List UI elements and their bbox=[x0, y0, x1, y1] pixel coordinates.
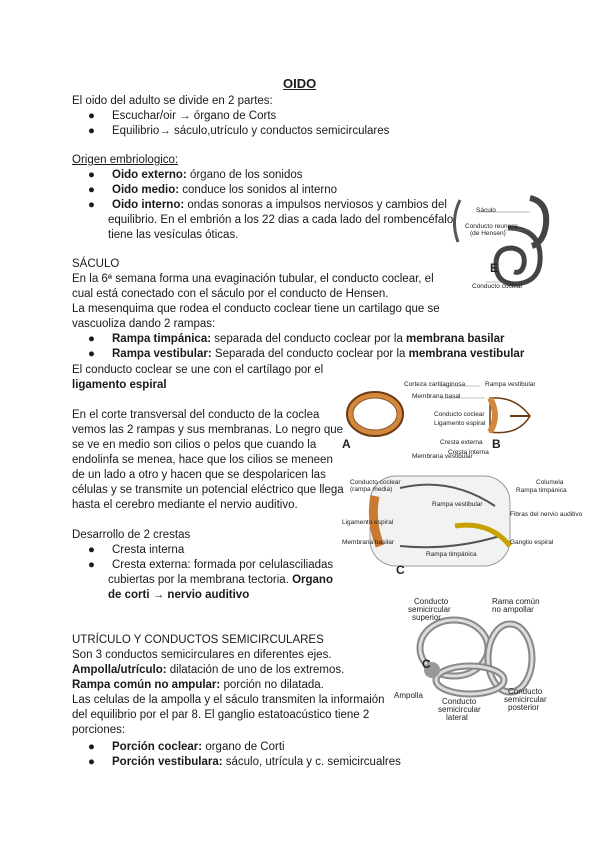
figure-label: Rampa timpánica bbox=[426, 551, 477, 558]
figure-label: semicircular bbox=[504, 695, 547, 704]
definition: sáculo, utrícula y c. semicircualres bbox=[222, 756, 401, 768]
paragraph-line: En la 6ª semana forma una evaginación tubular, el conducto coclear, el bbox=[72, 273, 434, 285]
term: membrana basilar bbox=[406, 333, 505, 345]
figure-label: Columela bbox=[536, 479, 564, 486]
paragraph-line: del equilibrio por el par 8. El ganglio estatoacústico tiene 2 bbox=[72, 709, 370, 721]
list-item: ● Porción vestibulara: sáculo, utrícula y c. semicircualres bbox=[88, 756, 401, 768]
list-item-continuation: equilibrio. En el embrión a los 22 dias a cada lado del rombencéfalo bbox=[108, 214, 454, 226]
list-item: ● Oido interno: ondas sonoras a impulsos nerviosos y cambios del bbox=[88, 199, 447, 211]
conductos-semicirculares-figure bbox=[392, 596, 552, 726]
list-item-text: Cresta interna bbox=[112, 544, 185, 556]
term: Oido medio: bbox=[112, 184, 180, 196]
figure-label: Conducto bbox=[442, 697, 477, 706]
list-item-text: Cresta externa: formada por celulasciliadas bbox=[112, 559, 334, 571]
figure-outline bbox=[454, 200, 460, 242]
figure-letter: E bbox=[490, 261, 499, 275]
definition: separada del conducto coclear por la bbox=[211, 333, 407, 345]
saculo-figure bbox=[448, 190, 558, 302]
term: Porción vestibulara: bbox=[112, 756, 223, 768]
definition: conduce los sonidos al interno bbox=[179, 184, 337, 196]
paragraph-line bbox=[72, 678, 324, 693]
figure-label: (de Hensen) bbox=[470, 230, 506, 237]
definition: órgano de los sonidos bbox=[186, 169, 303, 181]
figure-label: Rampa vestibular bbox=[432, 501, 483, 508]
figure-label: (rampa media) bbox=[350, 486, 393, 493]
list-item: ● Equilibrio→ sáculo,utrículo y conductos semicirculares bbox=[88, 125, 390, 137]
definition: Separada del conducto coclear por la bbox=[211, 348, 409, 360]
figure-label: Fibras del nervio auditivo bbox=[510, 511, 583, 518]
paragraph-line: se ve en medio son cilios o pelos que cuando la bbox=[72, 439, 317, 451]
figure-label: Membrana vestibular bbox=[412, 453, 473, 460]
paragraph-line bbox=[72, 663, 344, 678]
term: Oido interno: bbox=[112, 199, 185, 211]
term: Porción coclear: bbox=[112, 741, 203, 753]
figure-label: lateral bbox=[446, 713, 468, 722]
list-item: ● Porción coclear: organo de Corti bbox=[88, 741, 285, 753]
list-item: ● Cresta externa: formada por celulasciliadas bbox=[88, 559, 334, 571]
paragraph-line: vascuoliza dando 2 rampas: bbox=[72, 318, 216, 330]
figure-letter: A bbox=[342, 437, 351, 451]
list-item: ● Escuchar/oir → órgano de Corts bbox=[88, 110, 277, 122]
list-item-continuation: tiene las vesículas óticas. bbox=[108, 229, 239, 241]
list-item: ● Rampa timpánica: separada del conducto coclear por la membrana basilar bbox=[88, 333, 505, 345]
term: Organo bbox=[292, 574, 333, 586]
term: Oido externo: bbox=[112, 169, 187, 181]
paragraph-line: porciones: bbox=[72, 724, 126, 736]
figure-label: Conducto coclear bbox=[434, 411, 485, 418]
section-heading: Origen embriologico: bbox=[72, 154, 179, 166]
figure-letter: B bbox=[492, 437, 501, 451]
list-item: ● Oido externo: órgano de los sonidos bbox=[88, 169, 303, 181]
definition: organo de Corti bbox=[202, 741, 285, 753]
figure-letter: C bbox=[422, 657, 431, 671]
figure-label: Conducto bbox=[414, 597, 449, 606]
paragraph-line: células y se transmite un potencial eléctrico que llega bbox=[72, 484, 344, 496]
definition: porción no dilatada. bbox=[220, 679, 324, 691]
figure-label: Membrana basal bbox=[412, 393, 461, 400]
list-item-text: cubiertas por la membrana tectoria. bbox=[108, 574, 293, 586]
paragraph-line: endolinfa se menea, hace que los cilios se meneen bbox=[72, 454, 333, 466]
paragraph-line: cual está conectado con el sáculo por el conducto de Hensen. bbox=[72, 288, 389, 300]
figure-label: Sáculo bbox=[476, 207, 496, 214]
paragraph-line: El conducto coclear se une con el cartílago por el bbox=[72, 364, 324, 376]
figure-label: Cresta interna bbox=[448, 449, 489, 456]
figure-label: Cresta externa bbox=[440, 439, 483, 446]
figure-label: posterior bbox=[508, 703, 540, 712]
figure-label: Conducto coclear bbox=[350, 479, 401, 486]
figure-letter: C bbox=[396, 563, 405, 577]
figure-label: Ligamento espiral bbox=[434, 420, 486, 427]
figure-label: Rampa vestibular bbox=[485, 381, 536, 388]
page-title: OIDO bbox=[283, 76, 317, 91]
figure-label: Conducto bbox=[508, 687, 543, 696]
definition: ondas sonoras a impulsos nerviosos y cambios del bbox=[184, 199, 447, 211]
paragraph-line: hasta el cerebro mediante el nervio auditivo. bbox=[72, 499, 298, 511]
figure-label: semicircular bbox=[438, 705, 481, 714]
intro-text: El oido del adulto se divide en 2 partes: bbox=[72, 95, 273, 107]
term: Rampa común no ampular: bbox=[72, 679, 221, 691]
figure-label: Ganglio espiral bbox=[510, 539, 554, 546]
figure-label: Conducto coclear bbox=[472, 283, 523, 290]
list-item: ● Oido medio: conduce los sonidos al interno bbox=[88, 184, 337, 196]
figure-label: Conducto reunens bbox=[465, 223, 519, 230]
figure-label: superior bbox=[412, 613, 441, 622]
figure-label: Ampolla bbox=[394, 691, 423, 700]
list-item: ● Rampa vestibular: Separada del conducto coclear por la membrana vestibular bbox=[88, 348, 525, 360]
paragraph-line: Son 3 conductos semicirculares en diferentes ejes. bbox=[72, 649, 332, 661]
term: membrana vestibular bbox=[408, 348, 525, 360]
list-item-text: Equilibrio→ sáculo,utrículo y conductos semicirculares bbox=[112, 125, 390, 137]
figure-label: Corteza cartilaginosa bbox=[404, 381, 466, 388]
list-item-continuation: de corti → nervio auditivo bbox=[108, 589, 250, 601]
section-heading: UTRÍCULO Y CONDUCTOS SEMICIRCULARES bbox=[72, 634, 324, 646]
paragraph-line: vemos las 2 rampas y sus membranas. Lo negro que bbox=[72, 424, 344, 436]
figure-label: Ligamento espiral bbox=[342, 519, 394, 526]
figure-label: Rama común bbox=[492, 597, 540, 606]
paragraph-line: Desarrollo de 2 crestas bbox=[72, 529, 191, 541]
term: Ampolla/utrículo: bbox=[72, 664, 167, 676]
figure-label: Membrana basilar bbox=[342, 539, 395, 546]
paragraph-line: La mesenquima que rodea el conducto coclear tiene un cartilago que se bbox=[72, 303, 440, 315]
section-heading: SÁCULO bbox=[72, 258, 120, 270]
term: Rampa vestibular: bbox=[112, 348, 212, 360]
list-item-continuation bbox=[108, 573, 333, 588]
figure-label: no ampollar bbox=[492, 605, 534, 614]
list-item: ● Cresta interna bbox=[88, 544, 185, 556]
term: Rampa timpánica: bbox=[112, 333, 212, 345]
definition: dilatación de uno de los extremos. bbox=[166, 664, 345, 676]
figure-label: semicircular bbox=[408, 605, 451, 614]
paragraph-line: En el corte transversal del conducto de la coclea bbox=[72, 409, 320, 421]
figure-label: Rampa timpánica bbox=[516, 487, 567, 494]
paragraph-line: Las celulas de la ampolla y el sáculo transmiten la informaión bbox=[72, 694, 385, 706]
paragraph-line: ligamento espiral bbox=[72, 379, 167, 391]
list-item-text: Escuchar/oir → órgano de Corts bbox=[112, 110, 277, 122]
paragraph-line: de un lado a otro y hacen que se despolaricen las bbox=[72, 469, 326, 481]
coclea-figure bbox=[340, 376, 583, 581]
